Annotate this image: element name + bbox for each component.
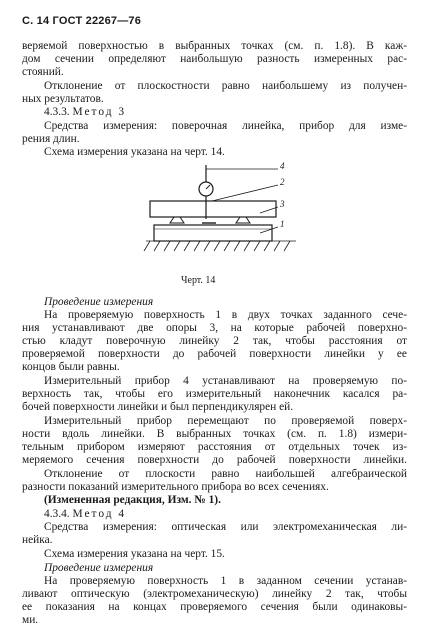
section-title: Метод 4	[72, 508, 127, 520]
support-left	[170, 217, 184, 223]
figure-caption: Черт. 14	[181, 275, 216, 286]
tested-surface	[154, 225, 272, 241]
text-line: Средства измерения: оптическая или электромеханическая ли-	[44, 521, 407, 533]
amendment-note: (Измененная редакция, Изм. № 1).	[44, 494, 221, 506]
text-line: меряемого сечения поверхности до рабочей поверхности линейки.	[22, 454, 407, 466]
subheading: Проведение измерения	[44, 296, 154, 308]
text-line: Схема измерения указана на черт. 14.	[44, 146, 225, 158]
base-hatching	[144, 241, 296, 251]
text-line: ее показания на концах проверяемого сечения были одинаковы-	[22, 601, 407, 613]
section-heading	[44, 106, 407, 119]
text-line: рения длин.	[22, 133, 80, 145]
text-line: На проверяемую поверхность 1 в заданном сечении устанав-	[44, 575, 407, 587]
text-line: стояний.	[22, 66, 64, 78]
text-line: ми.	[22, 614, 39, 626]
label-1: 1	[280, 219, 285, 229]
text-line: ливают оптическую (электромеханическую) линейку 2 так, чтобы	[22, 588, 407, 600]
text-line: концов были равны.	[22, 361, 120, 373]
text-line: Средства измерения: поверочная линейка, прибор для изме-	[44, 120, 407, 132]
text-line: бочей поверхности линейки и был перпендикулярен ей.	[22, 401, 294, 413]
label-2: 2	[280, 177, 285, 187]
text-line: На проверяемую поверхность 1 в двух точках заданного сече-	[44, 309, 407, 321]
straight-edge	[150, 201, 276, 217]
text-line: Схема измерения указана на черт. 15.	[44, 548, 225, 560]
text-line: стью кладут поверочную линейку 2 так, чтобы расстояния от	[22, 335, 407, 347]
measurement-scheme-figure	[140, 155, 300, 275]
support-right	[236, 217, 250, 223]
text-line: ных результатов.	[22, 93, 104, 105]
text-line: верхность так, чтобы его измерительный наконечник касался ра-	[22, 388, 407, 400]
section-title: Метод 3	[72, 106, 127, 118]
page-header: С. 14 ГОСТ 22267—76	[22, 15, 142, 27]
text-line: тельным прибором измеряют расстояния от отдельных точек из-	[22, 441, 407, 453]
text-line: Отклонение от плоскостности равно наибольшему из получен-	[44, 80, 407, 92]
text-line: нейка.	[22, 534, 53, 546]
label-3: 3	[280, 199, 285, 209]
text-line: Измерительный прибор перемещают по проверяемой поверх-	[44, 415, 407, 427]
text-line: веряемой поверхностью в выбранных точках (см. п. 1.8). В каж-	[22, 40, 407, 52]
section-heading	[44, 508, 407, 521]
label-4: 4	[280, 161, 285, 171]
text-line: ности вдоль линейки. В выбранных точках (см. п. 1.8) измери-	[22, 428, 407, 440]
section-number: 4.3.3.	[44, 106, 70, 118]
text-line: ния устанавливают две опоры 3, на которые рабочей поверхно-	[22, 322, 407, 334]
text-line: проверяемой поверхности до рабочей поверхности линейки у ее	[22, 348, 407, 360]
section-number: 4.3.4.	[44, 508, 70, 520]
text-line: разности показаний измерительного прибора во всех сечениях.	[22, 481, 329, 493]
text-line: Измерительный прибор 4 устанавливают на проверяемую по-	[44, 375, 407, 387]
text-line: дом сечении определяют наибольшую разность измеренных рас-	[22, 53, 407, 65]
text-line: Отклонение от плоскости равно наибольшей алгебраической	[44, 468, 407, 480]
subheading: Проведение измерения	[44, 562, 154, 574]
